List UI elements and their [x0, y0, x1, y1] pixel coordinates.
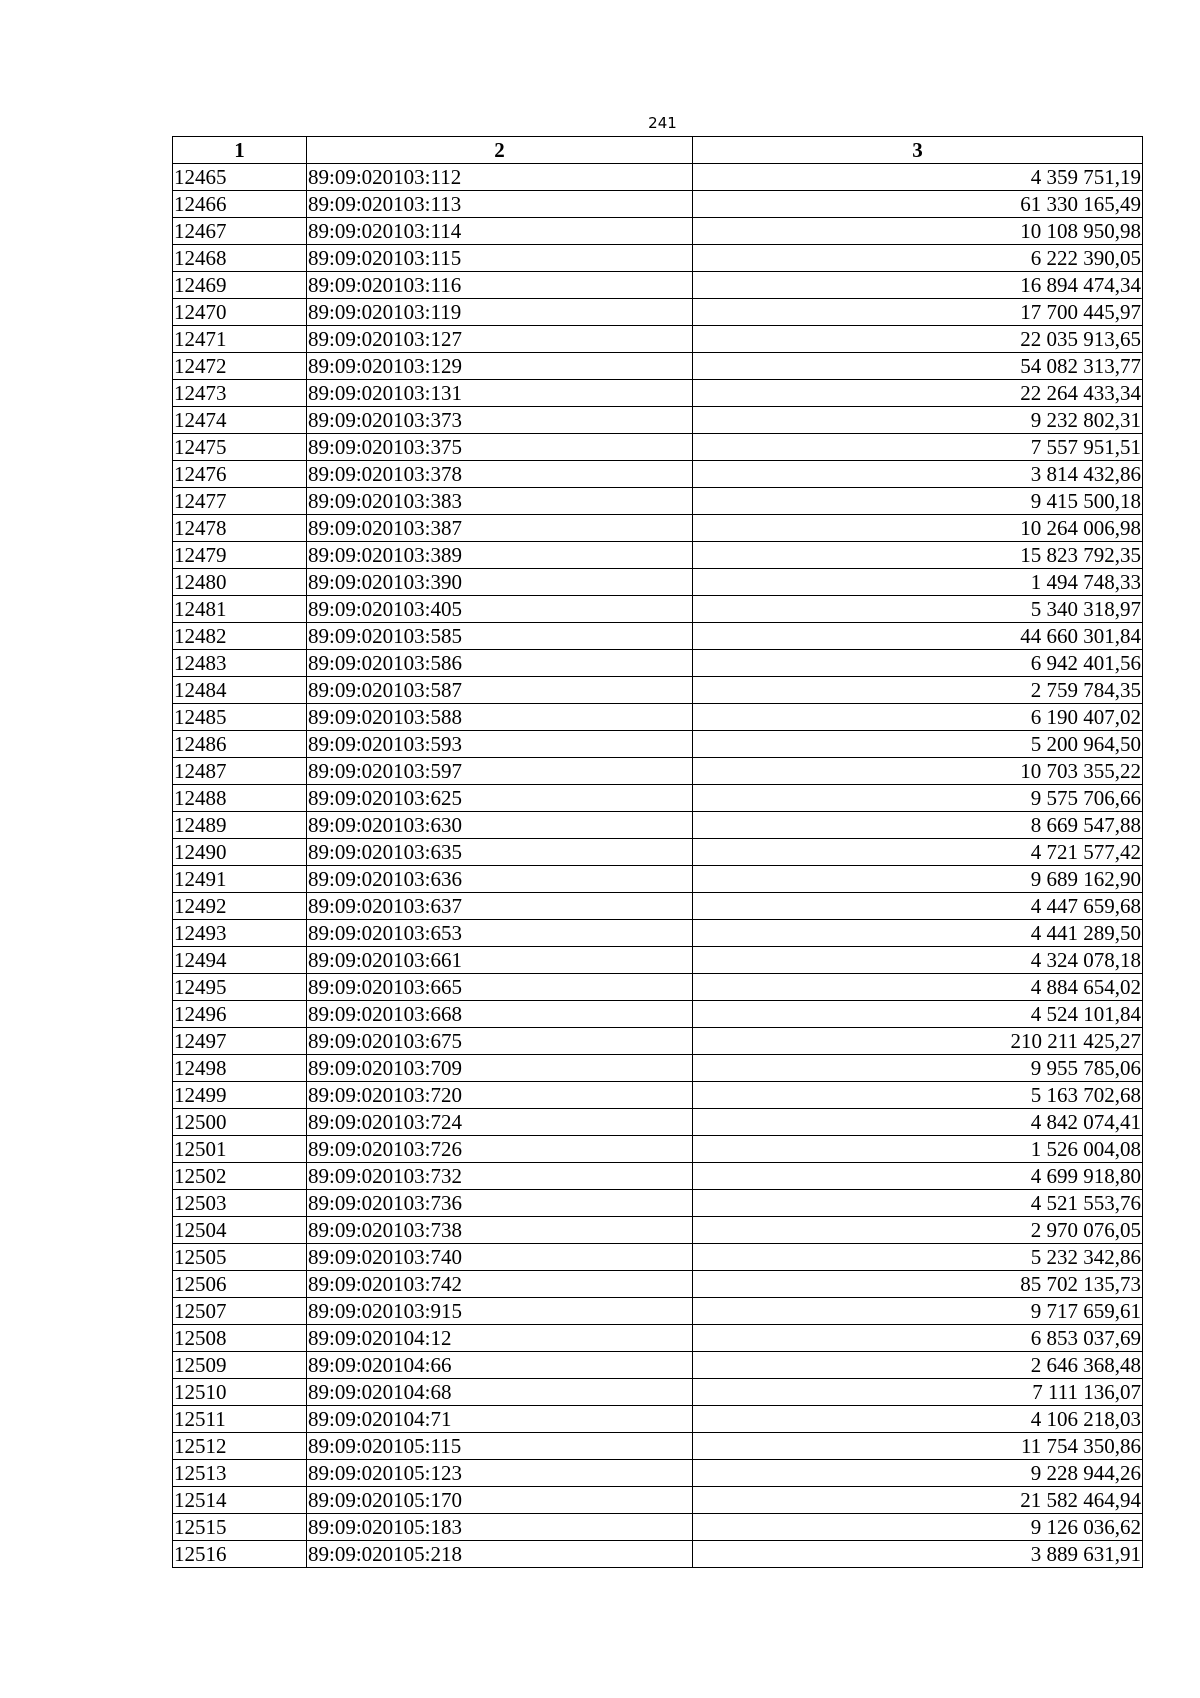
table-row — [173, 1055, 1143, 1082]
cadastral-number-cell: 89:09:020103:740 — [307, 1244, 693, 1271]
value-cell: 7 111 136,07 — [693, 1379, 1143, 1406]
value-cell: 4 106 218,03 — [693, 1406, 1143, 1433]
value-cell: 4 521 553,76 — [693, 1190, 1143, 1217]
row-number-cell: 12516 — [173, 1541, 307, 1568]
row-number-cell: 12493 — [173, 920, 307, 947]
table-row — [173, 1514, 1143, 1541]
row-number-cell: 12465 — [173, 164, 307, 191]
row-number-cell: 12492 — [173, 893, 307, 920]
value-cell: 54 082 313,77 — [693, 353, 1143, 380]
table-row — [173, 704, 1143, 731]
row-number-cell: 12511 — [173, 1406, 307, 1433]
row-number-cell: 12509 — [173, 1352, 307, 1379]
row-number-cell: 12476 — [173, 461, 307, 488]
row-number-cell: 12484 — [173, 677, 307, 704]
table-row — [173, 164, 1143, 191]
row-number-cell: 12481 — [173, 596, 307, 623]
value-cell: 9 228 944,26 — [693, 1460, 1143, 1487]
column-header-2: 2 — [307, 137, 693, 164]
table-row — [173, 1352, 1143, 1379]
table-row — [173, 1460, 1143, 1487]
table-row — [173, 1244, 1143, 1271]
value-cell: 9 955 785,06 — [693, 1055, 1143, 1082]
table-row — [173, 839, 1143, 866]
row-number-cell: 12506 — [173, 1271, 307, 1298]
row-number-cell: 12468 — [173, 245, 307, 272]
cadastral-number-cell: 89:09:020103:736 — [307, 1190, 693, 1217]
row-number-cell: 12513 — [173, 1460, 307, 1487]
row-number-cell: 12485 — [173, 704, 307, 731]
row-number-cell: 12512 — [173, 1433, 307, 1460]
value-cell: 4 447 659,68 — [693, 893, 1143, 920]
table-row — [173, 812, 1143, 839]
row-number-cell: 12499 — [173, 1082, 307, 1109]
cadastral-number-cell: 89:09:020104:12 — [307, 1325, 693, 1352]
table-row — [173, 1379, 1143, 1406]
table-row — [173, 218, 1143, 245]
row-number-cell: 12487 — [173, 758, 307, 785]
table-row — [173, 272, 1143, 299]
value-cell: 5 340 318,97 — [693, 596, 1143, 623]
row-number-cell: 12504 — [173, 1217, 307, 1244]
row-number-cell: 12470 — [173, 299, 307, 326]
row-number-cell: 12482 — [173, 623, 307, 650]
cadastral-number-cell: 89:09:020103:732 — [307, 1163, 693, 1190]
row-number-cell: 12472 — [173, 353, 307, 380]
table-row — [173, 974, 1143, 1001]
cadastral-number-cell: 89:09:020103:375 — [307, 434, 693, 461]
cadastral-number-cell: 89:09:020105:123 — [307, 1460, 693, 1487]
cadastral-number-cell: 89:09:020103:127 — [307, 326, 693, 353]
cadastral-number-cell: 89:09:020103:665 — [307, 974, 693, 1001]
value-cell: 5 163 702,68 — [693, 1082, 1143, 1109]
cadastral-number-cell: 89:09:020103:586 — [307, 650, 693, 677]
row-number-cell: 12505 — [173, 1244, 307, 1271]
cadastral-number-cell: 89:09:020103:597 — [307, 758, 693, 785]
column-header-1: 1 — [173, 137, 307, 164]
row-number-cell: 12495 — [173, 974, 307, 1001]
page-number: 241 — [648, 114, 677, 132]
table-row — [173, 1217, 1143, 1244]
value-cell: 17 700 445,97 — [693, 299, 1143, 326]
value-cell: 10 108 950,98 — [693, 218, 1143, 245]
value-cell: 4 699 918,80 — [693, 1163, 1143, 1190]
table-row — [173, 785, 1143, 812]
column-header-3: 3 — [693, 137, 1143, 164]
row-number-cell: 12494 — [173, 947, 307, 974]
row-number-cell: 12488 — [173, 785, 307, 812]
row-number-cell: 12515 — [173, 1514, 307, 1541]
table-row — [173, 1325, 1143, 1352]
cadastral-number-cell: 89:09:020103:742 — [307, 1271, 693, 1298]
table-row — [173, 461, 1143, 488]
value-cell: 10 703 355,22 — [693, 758, 1143, 785]
row-number-cell: 12471 — [173, 326, 307, 353]
table-row — [173, 1433, 1143, 1460]
cadastral-number-cell: 89:09:020103:661 — [307, 947, 693, 974]
cadastral-number-cell: 89:09:020103:593 — [307, 731, 693, 758]
row-number-cell: 12469 — [173, 272, 307, 299]
table-row — [173, 326, 1143, 353]
value-cell: 9 126 036,62 — [693, 1514, 1143, 1541]
cadastral-number-cell: 89:09:020103:131 — [307, 380, 693, 407]
cadastral-number-cell: 89:09:020103:585 — [307, 623, 693, 650]
header-row — [173, 137, 1143, 164]
value-cell: 9 232 802,31 — [693, 407, 1143, 434]
row-number-cell: 12501 — [173, 1136, 307, 1163]
cadastral-number-cell: 89:09:020103:115 — [307, 245, 693, 272]
value-cell: 4 524 101,84 — [693, 1001, 1143, 1028]
value-cell: 6 190 407,02 — [693, 704, 1143, 731]
row-number-cell: 12500 — [173, 1109, 307, 1136]
table-row — [173, 1271, 1143, 1298]
table-header — [173, 137, 1143, 164]
value-cell: 9 575 706,66 — [693, 785, 1143, 812]
table-row — [173, 353, 1143, 380]
table-row — [173, 866, 1143, 893]
row-number-cell: 12491 — [173, 866, 307, 893]
table-row — [173, 299, 1143, 326]
value-cell: 6 222 390,05 — [693, 245, 1143, 272]
row-number-cell: 12474 — [173, 407, 307, 434]
value-cell: 9 415 500,18 — [693, 488, 1143, 515]
value-cell: 9 689 162,90 — [693, 866, 1143, 893]
value-cell: 3 889 631,91 — [693, 1541, 1143, 1568]
row-number-cell: 12478 — [173, 515, 307, 542]
cadastral-number-cell: 89:09:020103:738 — [307, 1217, 693, 1244]
value-cell: 1 494 748,33 — [693, 569, 1143, 596]
value-cell: 3 814 432,86 — [693, 461, 1143, 488]
row-number-cell: 12508 — [173, 1325, 307, 1352]
cadastral-number-cell: 89:09:020103:383 — [307, 488, 693, 515]
cadastral-number-cell: 89:09:020103:389 — [307, 542, 693, 569]
cadastral-number-cell: 89:09:020104:71 — [307, 1406, 693, 1433]
value-cell: 10 264 006,98 — [693, 515, 1143, 542]
cadastral-number-cell: 89:09:020103:588 — [307, 704, 693, 731]
value-cell: 4 884 654,02 — [693, 974, 1143, 1001]
cadastral-number-cell: 89:09:020103:119 — [307, 299, 693, 326]
value-cell: 2 970 076,05 — [693, 1217, 1143, 1244]
value-cell: 16 894 474,34 — [693, 272, 1143, 299]
table-row — [173, 920, 1143, 947]
value-cell: 7 557 951,51 — [693, 434, 1143, 461]
row-number-cell: 12483 — [173, 650, 307, 677]
value-cell: 8 669 547,88 — [693, 812, 1143, 839]
table-row — [173, 515, 1143, 542]
table-row — [173, 569, 1143, 596]
row-number-cell: 12473 — [173, 380, 307, 407]
value-cell: 11 754 350,86 — [693, 1433, 1143, 1460]
table-row — [173, 677, 1143, 704]
row-number-cell: 12496 — [173, 1001, 307, 1028]
row-number-cell: 12510 — [173, 1379, 307, 1406]
cadastral-number-cell: 89:09:020103:726 — [307, 1136, 693, 1163]
cadastral-number-cell: 89:09:020103:720 — [307, 1082, 693, 1109]
table-row — [173, 596, 1143, 623]
value-cell: 44 660 301,84 — [693, 623, 1143, 650]
row-number-cell: 12486 — [173, 731, 307, 758]
cadastral-number-cell: 89:09:020103:635 — [307, 839, 693, 866]
value-cell: 6 942 401,56 — [693, 650, 1143, 677]
value-cell: 85 702 135,73 — [693, 1271, 1143, 1298]
cadastral-number-cell: 89:09:020105:183 — [307, 1514, 693, 1541]
value-cell: 5 232 342,86 — [693, 1244, 1143, 1271]
table-row — [173, 1163, 1143, 1190]
value-cell: 22 035 913,65 — [693, 326, 1143, 353]
value-cell: 4 441 289,50 — [693, 920, 1143, 947]
cadastral-number-cell: 89:09:020103:587 — [307, 677, 693, 704]
table-row — [173, 1136, 1143, 1163]
row-number-cell: 12502 — [173, 1163, 307, 1190]
value-cell: 2 759 784,35 — [693, 677, 1143, 704]
value-cell: 21 582 464,94 — [693, 1487, 1143, 1514]
cadastral-number-cell: 89:09:020103:630 — [307, 812, 693, 839]
row-number-cell: 12514 — [173, 1487, 307, 1514]
cadastral-number-cell: 89:09:020105:170 — [307, 1487, 693, 1514]
value-cell: 4 359 751,19 — [693, 164, 1143, 191]
cadastral-number-cell: 89:09:020105:218 — [307, 1541, 693, 1568]
table-row — [173, 947, 1143, 974]
cadastral-number-cell: 89:09:020103:390 — [307, 569, 693, 596]
cadastral-number-cell: 89:09:020103:129 — [307, 353, 693, 380]
table-row — [173, 407, 1143, 434]
table-row — [173, 1109, 1143, 1136]
row-number-cell: 12489 — [173, 812, 307, 839]
cadastral-number-cell: 89:09:020103:709 — [307, 1055, 693, 1082]
cadastral-number-cell: 89:09:020103:625 — [307, 785, 693, 812]
table-row — [173, 1406, 1143, 1433]
table-row — [173, 542, 1143, 569]
table-row — [173, 1028, 1143, 1055]
table-row — [173, 1082, 1143, 1109]
table-row — [173, 1001, 1143, 1028]
table-row — [173, 1541, 1143, 1568]
row-number-cell: 12497 — [173, 1028, 307, 1055]
table-row — [173, 650, 1143, 677]
cadastral-number-cell: 89:09:020103:636 — [307, 866, 693, 893]
value-cell: 15 823 792,35 — [693, 542, 1143, 569]
table-row — [173, 1487, 1143, 1514]
cadastral-number-cell: 89:09:020105:115 — [307, 1433, 693, 1460]
cadastral-number-cell: 89:09:020103:915 — [307, 1298, 693, 1325]
row-number-cell: 12466 — [173, 191, 307, 218]
table-row — [173, 1298, 1143, 1325]
value-cell: 61 330 165,49 — [693, 191, 1143, 218]
table-row — [173, 731, 1143, 758]
cadastral-number-cell: 89:09:020104:66 — [307, 1352, 693, 1379]
table-row — [173, 245, 1143, 272]
table-row — [173, 893, 1143, 920]
value-cell: 2 646 368,48 — [693, 1352, 1143, 1379]
cadastral-number-cell: 89:09:020103:373 — [307, 407, 693, 434]
value-cell: 210 211 425,27 — [693, 1028, 1143, 1055]
cadastral-number-cell: 89:09:020103:112 — [307, 164, 693, 191]
table-row — [173, 758, 1143, 785]
cadastral-number-cell: 89:09:020103:653 — [307, 920, 693, 947]
row-number-cell: 12480 — [173, 569, 307, 596]
table-row — [173, 191, 1143, 218]
cadastral-number-cell: 89:09:020103:113 — [307, 191, 693, 218]
row-number-cell: 12507 — [173, 1298, 307, 1325]
data-table — [172, 136, 1143, 1568]
cadastral-number-cell: 89:09:020103:387 — [307, 515, 693, 542]
table-body — [173, 164, 1143, 1568]
value-cell: 1 526 004,08 — [693, 1136, 1143, 1163]
table-row — [173, 623, 1143, 650]
cadastral-number-cell: 89:09:020103:405 — [307, 596, 693, 623]
row-number-cell: 12490 — [173, 839, 307, 866]
cadastral-number-cell: 89:09:020103:668 — [307, 1001, 693, 1028]
table-row — [173, 434, 1143, 461]
value-cell: 22 264 433,34 — [693, 380, 1143, 407]
cadastral-number-cell: 89:09:020103:378 — [307, 461, 693, 488]
cadastral-number-cell: 89:09:020103:724 — [307, 1109, 693, 1136]
row-number-cell: 12475 — [173, 434, 307, 461]
value-cell: 9 717 659,61 — [693, 1298, 1143, 1325]
row-number-cell: 12467 — [173, 218, 307, 245]
value-cell: 4 324 078,18 — [693, 947, 1143, 974]
value-cell: 6 853 037,69 — [693, 1325, 1143, 1352]
table-row — [173, 1190, 1143, 1217]
cadastral-number-cell: 89:09:020103:637 — [307, 893, 693, 920]
row-number-cell: 12498 — [173, 1055, 307, 1082]
cadastral-number-cell: 89:09:020103:114 — [307, 218, 693, 245]
value-cell: 4 842 074,41 — [693, 1109, 1143, 1136]
value-cell: 4 721 577,42 — [693, 839, 1143, 866]
cadastral-number-cell: 89:09:020104:68 — [307, 1379, 693, 1406]
row-number-cell: 12479 — [173, 542, 307, 569]
table-row — [173, 488, 1143, 515]
table-row — [173, 380, 1143, 407]
value-cell: 5 200 964,50 — [693, 731, 1143, 758]
cadastral-number-cell: 89:09:020103:116 — [307, 272, 693, 299]
row-number-cell: 12477 — [173, 488, 307, 515]
row-number-cell: 12503 — [173, 1190, 307, 1217]
cadastral-number-cell: 89:09:020103:675 — [307, 1028, 693, 1055]
